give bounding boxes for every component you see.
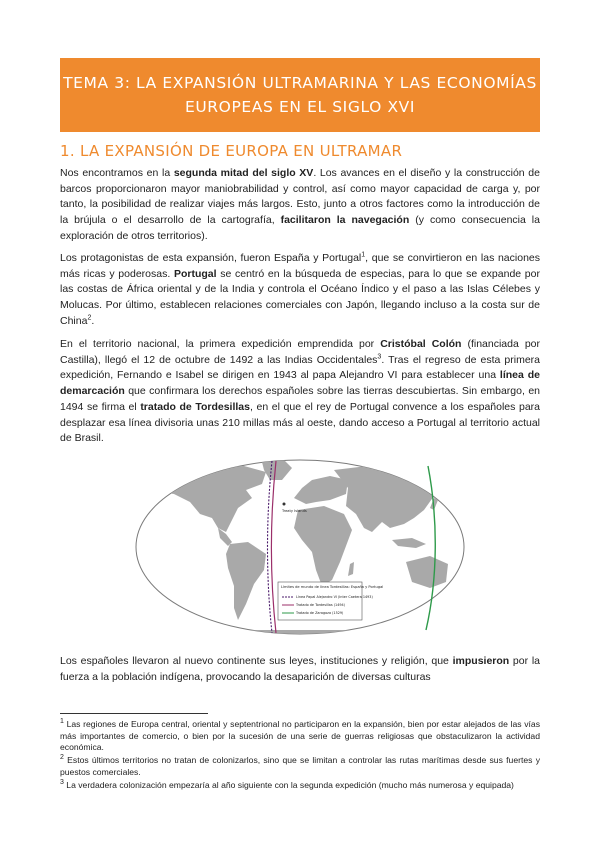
text-run: por la fuerza a la población indígena, provocando la desaparición de diversas culturas [60, 655, 541, 683]
paragraph-4 [60, 654, 540, 685]
legend-label-papal: Línea Papal Alejandro VI (Inter Caetera 1493) [296, 595, 373, 599]
world-map-svg [134, 458, 466, 636]
text-run: Los protagonistas de esta expansión, fueron España y Portugal [60, 252, 362, 264]
section-heading: 1. LA EXPANSIÓN DE EUROPA EN ULTRAMAR [60, 142, 403, 160]
footnote-number: 2 [60, 754, 64, 762]
paragraph-2 [60, 251, 540, 330]
text-run: En el territorio nacional, la primera expedición emprendida por [60, 338, 381, 350]
legend-title: Límites de mundo de línea Tordesillas: España y Portugal [281, 585, 384, 589]
text-run: . [91, 314, 95, 327]
bold-run: facilitaron la navegación [280, 214, 410, 227]
footnote-text: Estos últimos territorios no tratan de colonizarlos, sino que se limitan a controlar las rutas marítimas desde sus fuertes y puestos comerciales. [60, 755, 540, 777]
text-run: (financiada por Castilla), llegó el 12 de octubre de 1492 a las Indias Occidentales [60, 338, 541, 366]
footnote-2 [60, 755, 540, 778]
tordesillas-world-map [134, 458, 466, 636]
footnote-1 [60, 719, 540, 754]
bold-run: Cristóbal Colón [380, 338, 462, 350]
footnote-number: 1 [60, 718, 64, 726]
footnote-divider [60, 713, 208, 714]
text-run: se centró en la búsqueda de especias, para lo que se expande por las costas de África oriental y de la India y controla el Océano Índico y el paso a las Islas Célebes y Molucas. Por último, establecen relaciones comerciales con Japón, llegando incluso a la costa sur de China [60, 267, 540, 327]
footnote-text: Las regiones de Europa central, oriental y septentrional no participaron en la expansión, bien por estar alejados de las vías más importantes de comercio, o bien por la sucesión de una serie de guerras religiosas que obstaculizaron la actividad económica. [60, 719, 540, 753]
text-run: , en el que el rey de Portugal convence a los españoles para desplazar esa línea divisoria unas 210 millas más al oeste, dando acceso a Portugal al territorio actual de Brasil. [60, 400, 540, 445]
footnote-number: 3 [60, 779, 64, 787]
text-run: que confirmara los derechos españoles sobre las tierras descubiertas. Sin embargo, en 1494 se firma el [60, 385, 540, 413]
text-run: . Tras el regreso de esta primera expedición, Fernando e Isabel se dirigen en 1943 al papa Alejandro VI para establecer una [60, 353, 541, 382]
chapter-title-line-1: TEMA 3: LA EXPANSIÓN ULTRAMARINA Y LAS ECONOMÍAS [63, 74, 537, 92]
antarctica-shape [174, 630, 434, 636]
paragraph-3 [60, 337, 540, 447]
bold-run: tratado de Tordesillas [140, 400, 250, 413]
treaty-islands-label: Treaty Islands [282, 509, 307, 513]
paragraph-1 [60, 166, 540, 245]
bold-run: segunda mitad del siglo XV [173, 167, 314, 179]
text-run: Los españoles llevaron al nuevo continente sus leyes, instituciones y religión, que [60, 655, 453, 667]
bold-run: impusieron [452, 655, 510, 667]
text-run: (y como consecuencia la exploración de otros territorios). [60, 214, 540, 242]
legend-label-tordesillas: Tratado de Tordesillas (1494) [296, 603, 346, 607]
chapter-title-banner [60, 58, 540, 132]
text-run: Nos encontramos en la [60, 167, 174, 179]
bold-run: Portugal [173, 267, 217, 280]
legend-label-zaragoza: Tratado de Zaragoza (1529) [296, 611, 344, 615]
footnote-ref: 2 [87, 314, 92, 322]
text-run: . Los avances en el diseño y la construcción de barcos proporcionaron mayor maniobrabilidad y control, así como mayor capacidad de carga y, por tanto, la posibilidad de realizar viajes más largos. Esto, junto a otros factores como la introducción de la brújula o el desarrollo de la cartografía, [60, 167, 540, 227]
chapter-title-line-2: EUROPEAS EN EL SIGLO XVI [184, 98, 416, 116]
treaty-islands-marker [283, 503, 286, 506]
text-run: , que se convirtieron en las naciones más ricas y poderosas. [60, 252, 540, 280]
footnote-text: La verdadera colonización empezaría al año siguiente con la segunda expedición (mucho más numerosa y equipada) [63, 780, 514, 790]
footnote-3 [60, 780, 540, 792]
footnote-ref: 1 [361, 251, 366, 259]
footnote-ref: 3 [377, 353, 382, 361]
bold-run: línea de demarcación [60, 369, 540, 398]
